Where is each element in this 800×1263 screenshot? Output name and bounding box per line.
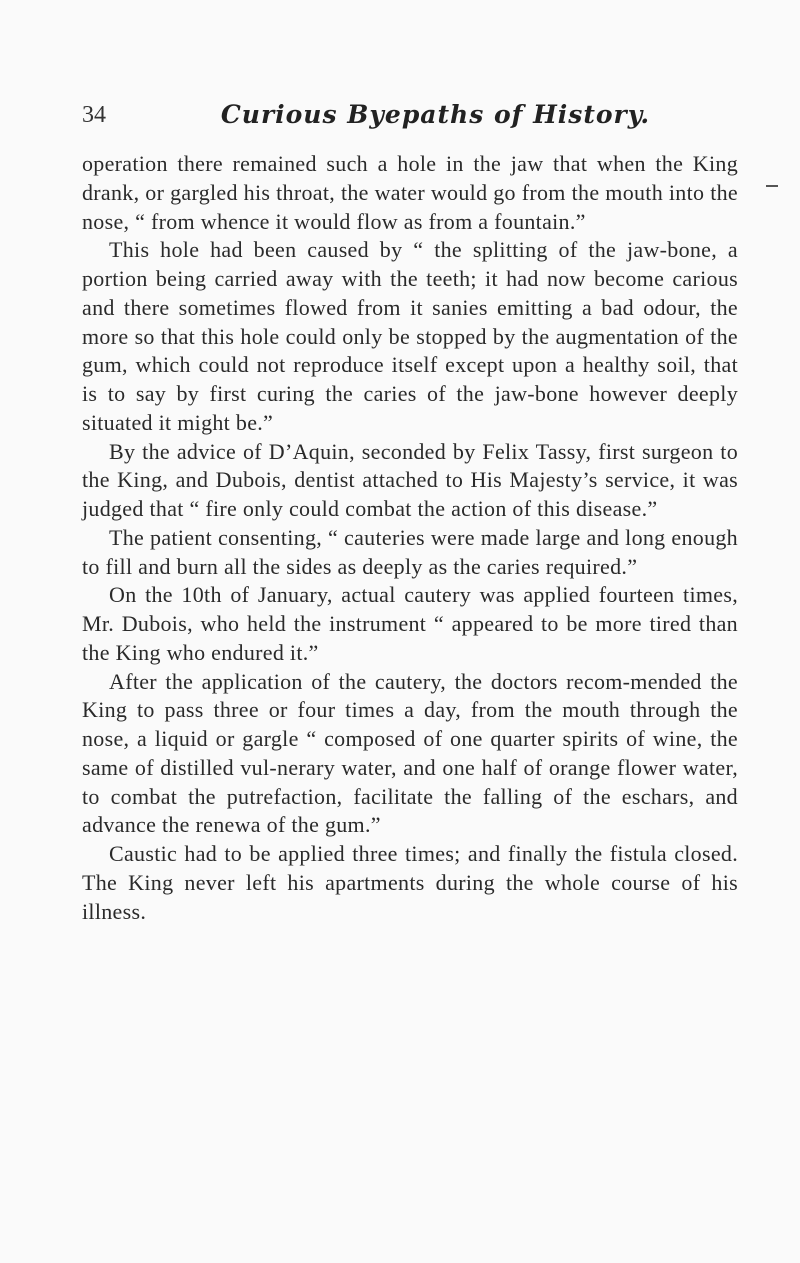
paragraph: This hole had been caused by “ the splitting of the jaw-bone, a portion being carried away with the teeth; it had now become carious and there sometimes flowed from it sanies emitting a bad odour, the more so that this hole could only be stopped by the augmentation of the gum, which could not reproduce itself except upon a healthy soil, that is to say by first curing the caries of the jaw-bone however deeply situated it might be.” [82,237,738,435]
paragraph-continued: operation there remained such a hole in the jaw that when the King drank, or gargled his throat, the water would go from the mouth into the nose, “ from whence it would flow as from a fountain.” [82,151,738,234]
paragraph: Caustic had to be applied three times; and finally the fistula closed. The King never left his apartments during the whole course of his illness. [82,841,738,924]
body-text [82,150,738,926]
paragraph: The patient consenting, “ cauteries were made large and long enough to fill and burn all the sides as deeply as the caries required.” [82,524,738,579]
margin-mark [766,185,778,187]
running-title: Curious Byepaths of History. [220,100,651,129]
paragraph: After the application of the cautery, the doctors recom-mended the King to pass three or four times a day, from the mouth through the nose, a liquid or gargle “ composed of one quarter spirits of wine, the same of distilled vul-nerary water, and one half of orange flower water, to combat the putrefaction, facilitate the falling of the eschars, and advance the renewa of the gum.” [82,668,738,838]
page-number: 34 [82,102,106,128]
page-header [82,97,742,137]
paragraph: On the 10th of January, actual cautery was applied fourteen times, Mr. Dubois, who held the instrument “ appeared to be more tired than the King who endured it.” [82,582,738,665]
paragraph: By the advice of D’Aquin, seconded by Felix Tassy, first surgeon to the King, and Dubois, dentist attached to His Majesty’s service, it was judged that “ fire only could combat the action of this disease.” [82,438,738,521]
